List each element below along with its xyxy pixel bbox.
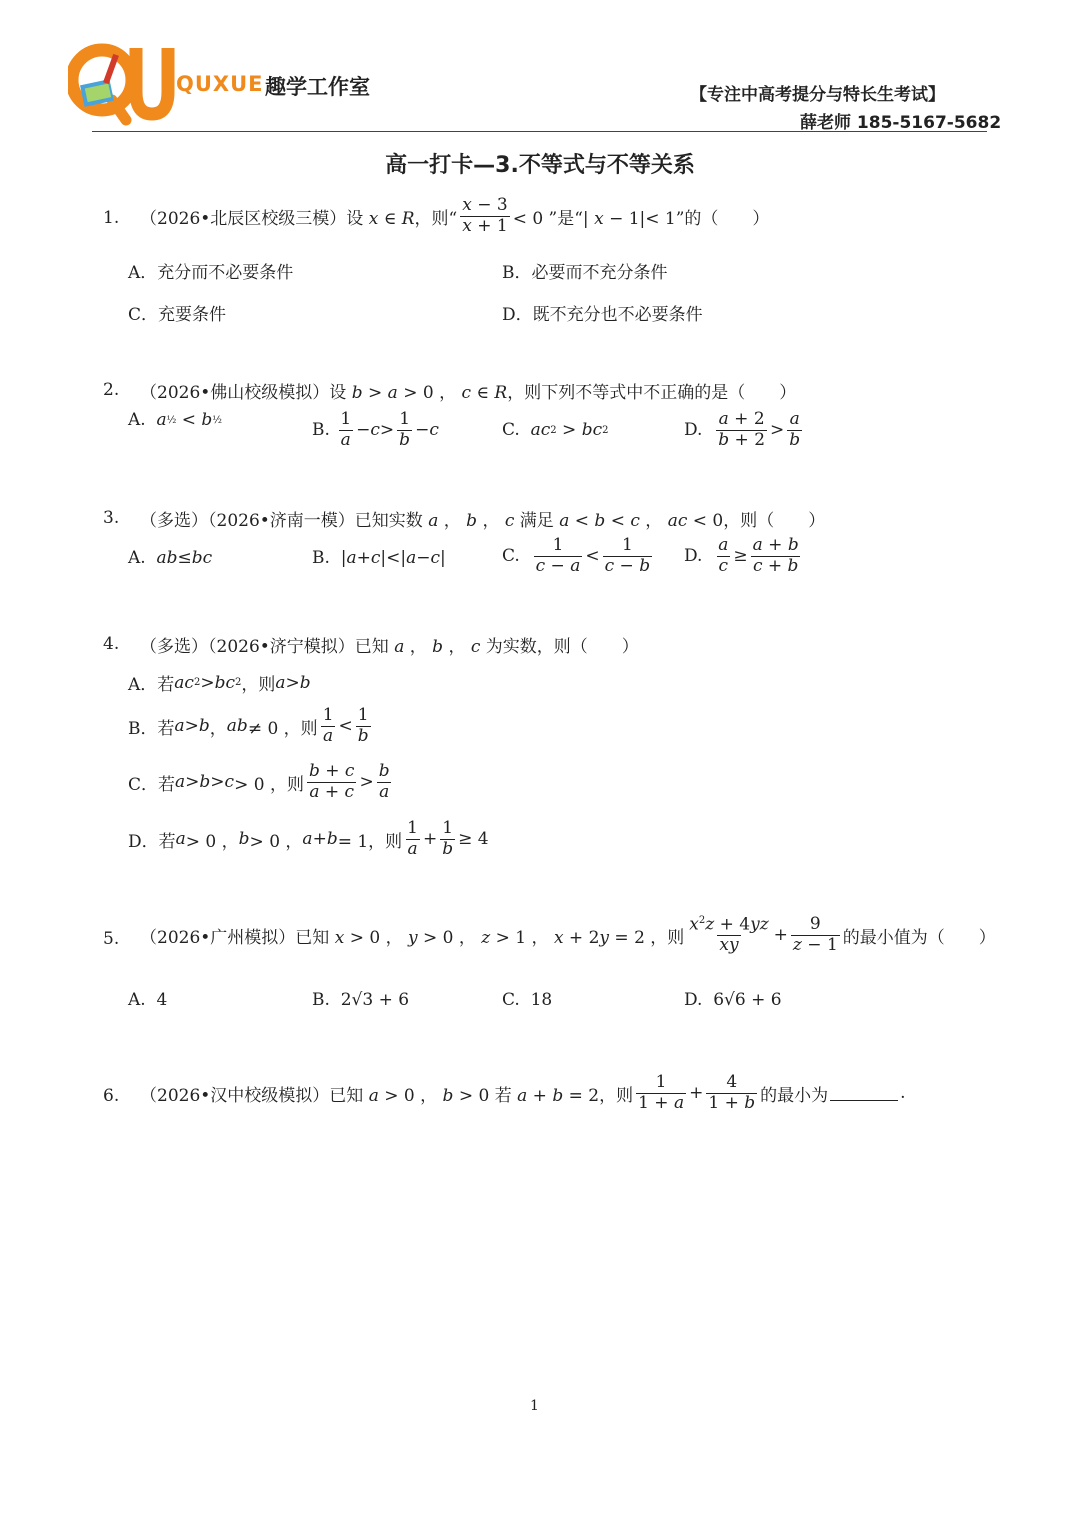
math-fraction: $\frac{1}{1 + a}$ (638, 1072, 685, 1113)
option-a: A. a ½ < b ½ (128, 410, 222, 430)
question-3-stem (140, 506, 825, 531)
option-d: D. $\frac{a}{c}$ ≥ $\frac{a + b}{c + b}$ (684, 535, 799, 576)
brand-name: QUXUE (176, 72, 264, 96)
math-fraction: $\frac{x^2z + 4yz}{xy}$ (689, 914, 769, 956)
option-a: A．若 ac 2 > bc 2 ，则 a > b (128, 672, 311, 695)
question-number: 2. (103, 380, 120, 400)
answer-blank[interactable] (830, 1086, 898, 1101)
math-fraction: $\frac{9}{z - 1}$ (792, 914, 838, 955)
option-a: A．充分而不必要条件 (128, 263, 294, 283)
math-text: 已知实数 a ， b ， c 满足 a < b < c ， ac < 0 (354, 511, 724, 531)
question-number: 1. (103, 208, 120, 228)
question-tail: 的最小为 (760, 1085, 829, 1106)
question-5-stem: （2026•广州模拟） 已知 x > 0 ， y > 0 ， z > 1 ， x + 2y = 2 ，则 $\frac{x^2z + 4yz}{xy}$ + $\frac{9}{z - 1}$ 的最小值为（ ） (140, 914, 996, 956)
question-4-stem (140, 632, 639, 657)
option-c: C. ac 2 > bc 2 (502, 420, 609, 440)
math-text: 已知 x > 0 ， y > 0 ， z > 1 ， x + 2y = 2 ，则 (295, 927, 685, 948)
question-tail: 为实数，则（ ） (485, 637, 639, 657)
question-6-stem: （2026•汉中校级模拟） 已知 a > 0 ， b > 0 若 a + b = 2，则 $\frac{1}{1 + a}$ + $\frac{4}{1 + b}$ 的最小为 . (140, 1072, 906, 1113)
logo (68, 40, 178, 128)
page-number: 1 (530, 1398, 539, 1414)
math-text: 设 x ∈ R，则“ (346, 208, 458, 229)
option-d: D. 6√6 + 6 (684, 990, 782, 1010)
question-source: （多选）（2026•济南一模） (140, 511, 355, 531)
contact-info: 薛老师 185-5167-5682 (800, 113, 1002, 133)
option-c: C．若 a > b > c > 0 ，则 $\frac{b + c}{a + c}$ > $\frac{b}{a}$ (128, 761, 390, 802)
option-b: B. $\frac{1}{a}$ − c > $\frac{1}{b}$ − c (312, 409, 439, 450)
math-text: 已知 a > 0 ， b > 0 若 a + b = 2，则 (329, 1085, 634, 1106)
option-d: D. $\frac{a + 2}{b + 2}$ > $\frac{a}{b}$ (684, 409, 801, 450)
question-tail: ，则下列不等式中不正确的是（ ） (507, 383, 797, 403)
question-number: 6. (103, 1086, 120, 1106)
option-d: D．若 a > 0 ， b > 0 ， a + b = 1，则 $\frac{1}{a}$ + $\frac{1}{b}$ ≥ 4 (128, 818, 489, 859)
option-b: B．若 a > b ， ab ≠ 0 ，则 $\frac{1}{a}$ < $\frac{1}{b}$ (128, 705, 369, 746)
logo-graphic (68, 40, 178, 128)
question-source: （2026•广州模拟） (140, 927, 296, 948)
question-source: （2026•汉中校级模拟） (140, 1085, 330, 1106)
question-source: （2026•佛山校级模拟） (140, 383, 330, 403)
option-c: C. $\frac{1}{c - a}$ < $\frac{1}{c - b}$ (502, 535, 651, 576)
question-2-stem (140, 378, 796, 403)
brand-chinese-name: 趣学工作室 (265, 75, 370, 99)
question-source: （2026•北辰区校级三模） (140, 208, 347, 229)
tagline: 【专注中高考提分与特长生考试】 (690, 85, 945, 105)
page-title: 高一打卡—3.不等式与不等关系 (385, 153, 695, 178)
math-text: < 0 ”是“| x − 1|< 1”的（ ） (512, 208, 770, 229)
option-c: C．充要条件 (128, 305, 227, 325)
option-a: A. 4 (128, 990, 168, 1010)
option-b: B. | a + c |<| a − c | (312, 548, 446, 568)
question-number: 3. (103, 508, 120, 528)
header-divider (92, 131, 987, 132)
option-b: B．必要而不充分条件 (502, 263, 668, 283)
question-tail: ，则（ ） (723, 511, 826, 531)
option-c: C. 18 (502, 990, 553, 1010)
question-source: （多选）（2026•济宁模拟） (140, 637, 355, 657)
option-a: A. ab ≤ bc (128, 548, 213, 568)
math-fraction: $\frac{x - 3}{x + 1}$ (462, 195, 508, 236)
math-text: 已知 a ， b ， c (354, 637, 481, 657)
math-text: 设 b > a > 0 ， c ∈ R (329, 383, 508, 403)
question-number: 5. (103, 929, 120, 949)
question-1-stem (140, 196, 769, 236)
question-number: 4. (103, 634, 120, 654)
question-tail: 的最小值为（ ） (842, 927, 996, 948)
math-fraction: $\frac{4}{1 + b}$ (708, 1072, 756, 1113)
option-d: D．既不充分也不必要条件 (502, 305, 703, 325)
option-b: B. 2√3 + 6 (312, 990, 410, 1010)
